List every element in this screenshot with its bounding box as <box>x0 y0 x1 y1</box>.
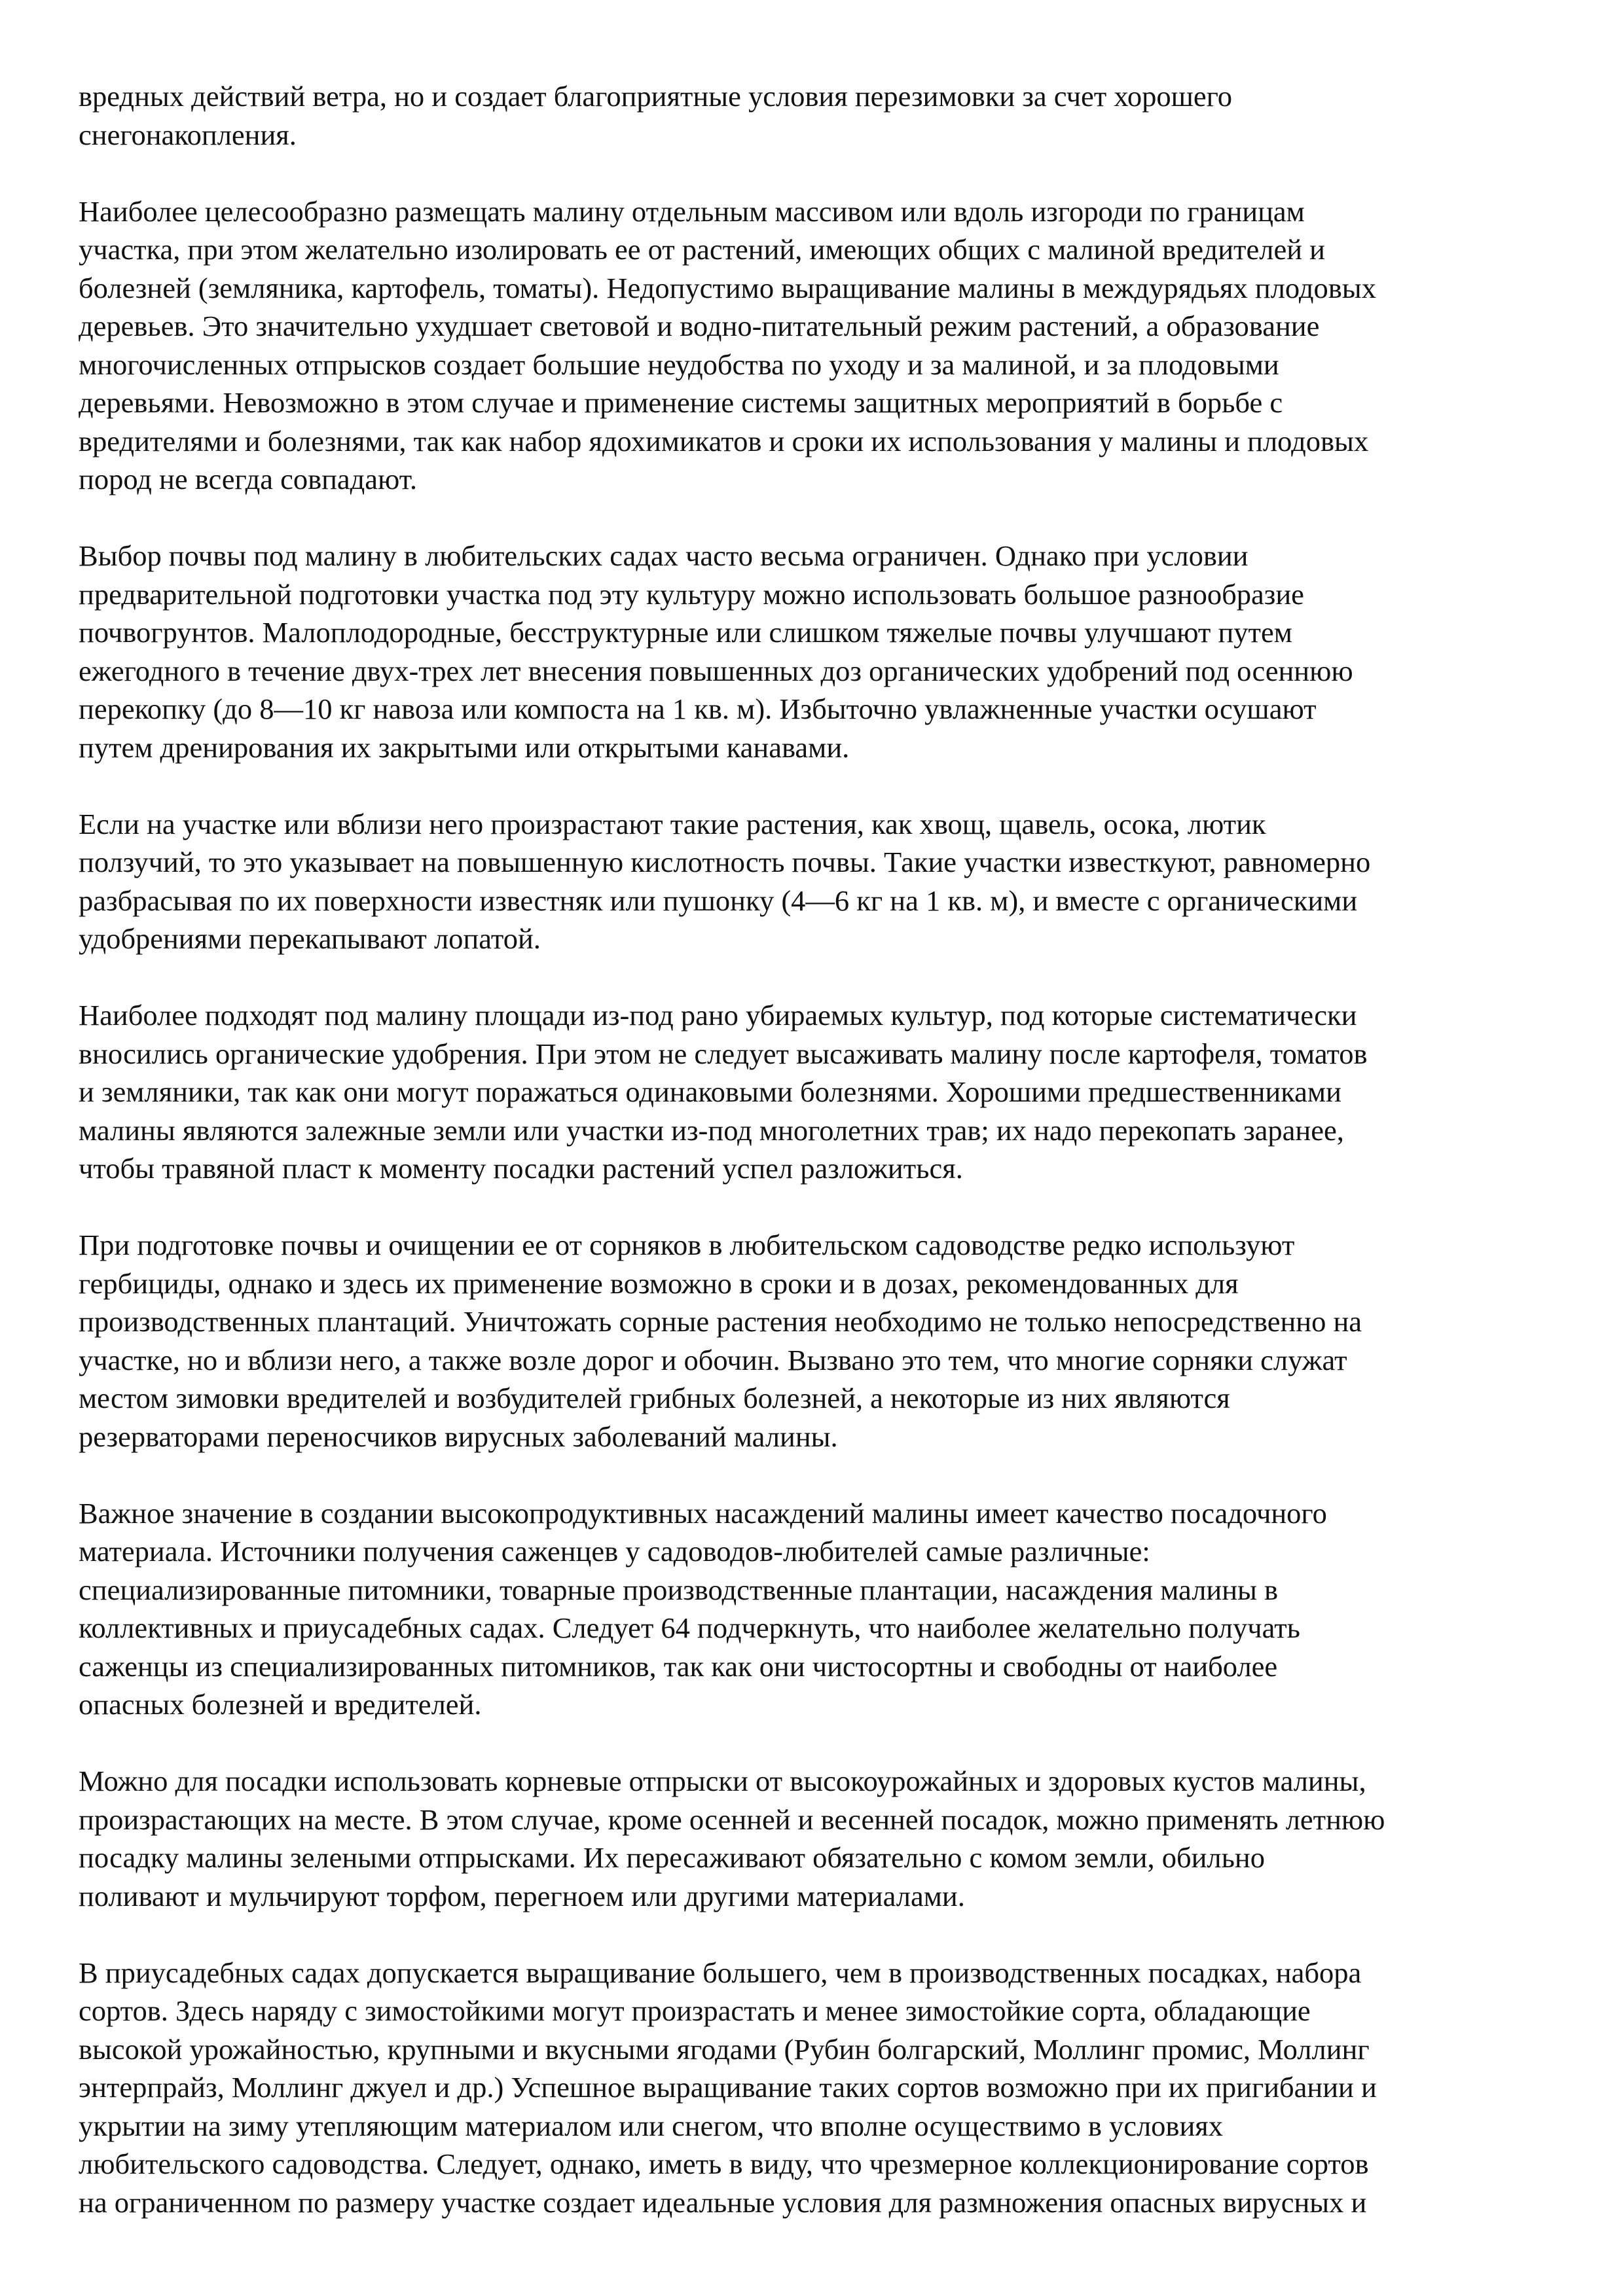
text-line: деревьев. Это значительно ухудшает световой и водно-питательный режим растений, а образование <box>79 310 1320 342</box>
text-line: снегонакопления. <box>79 118 297 151</box>
text-line: высокой урожайностью, крупными и вкусными ягодами (Рубин болгарский, Моллинг промис, Моллинг <box>79 2032 1370 2066</box>
text-line: В приусадебных садах допускается выращивание большего, чем в производственных посадках, набора <box>79 1956 1362 1989</box>
text-line: При подготовке почвы и очищении ее от сорняков в любительском садоводстве редко используют <box>79 1229 1295 1261</box>
text-line: материала. Источники получения саженцев у садоводов-любителей самые различные: <box>79 1535 1150 1568</box>
paragraph <box>79 537 1545 766</box>
text-line: Выбор почвы под малину в любительских садах часто весьма ограничен. Однако при условии <box>79 539 1249 572</box>
paragraph <box>79 1494 1545 1724</box>
text-line: Если на участке или вблизи него произрастают такие растения, как хвощ, щавель, осока, лютик <box>79 807 1266 840</box>
text-line: ползучий, то это указывает на повышенную кислотность почвы. Такие участки известкуют, равномерно <box>79 846 1371 878</box>
text-line: саженцы из специализированных питомников, так как они чистосортны и свободны от наиболее <box>79 1649 1278 1683</box>
text-line: на ограниченном по размеру участке создает идеальные условия для размножения опасных вирусных и <box>79 2185 1367 2219</box>
text-line: Можно для посадки использовать корневые отпрыски от высокоурожайных и здоровых кустов малины, <box>79 1765 1366 1797</box>
text-line: малины являются залежные земли или участки из-под многолетних трав; их надо перекопать заранее, <box>79 1113 1344 1147</box>
text-line: Наиболее подходят под малину площади из-под рано убираемых культур, под которые систематически <box>79 999 1357 1031</box>
text-line: чтобы травяной пласт к моменту посадки растений успел разложиться. <box>79 1152 963 1185</box>
text-line: предварительной подготовки участка под эту культуру можно использовать большое разнообразие <box>79 577 1304 611</box>
text-line: пород не всегда совпадают. <box>79 463 417 495</box>
text-line: и земляники, так как они могут поражаться одинаковыми болезнями. Хорошими предшественниками <box>79 1075 1341 1108</box>
paragraph <box>79 1226 1545 1456</box>
text-line: участке, но и вблизи него, а также возле дорог и обочин. Вызвано это тем, что многие сорняки служат <box>79 1343 1347 1376</box>
text-line: многочисленных отпрысков создает большие неудобства по уходу и за малиной, и за плодовыми <box>79 348 1279 381</box>
text-line: перекопку (до 8—10 кг навоза или компоста на 1 кв. м). Избыточно увлажненные участки осушают <box>79 692 1317 725</box>
text-line: путем дренирования их закрытыми или открытыми канавами. <box>79 730 850 764</box>
text-line: произрастающих на месте. В этом случае, кроме осенней и весенней посадок, можно применять летнюю <box>79 1803 1385 1836</box>
text-line: гербициды, однако и здесь их применение возможно в сроки и в дозах, рекомендованных для <box>79 1266 1239 1300</box>
text-line: разбрасывая по их поверхности известняк или пушонку (4—6 кг на 1 кв. м), и вместе с органическими <box>79 884 1358 917</box>
text-line: вредителями и болезнями, так как набор ядохимикатов и сроки их использования у малины и плодовых <box>79 424 1369 457</box>
paragraph <box>79 805 1545 958</box>
body-text <box>79 77 1545 2260</box>
paragraph <box>79 1762 1545 1915</box>
paragraph <box>79 996 1545 1188</box>
text-line: деревьями. Невозможно в этом случае и применение системы защитных мероприятий в борьбе с <box>79 386 1283 419</box>
text-line: вредных действий ветра, но и создает благоприятные условия перезимовки за счет хорошего <box>79 80 1233 113</box>
text-line: специализированные питомники, товарные производственные плантации, насаждения малины в <box>79 1573 1279 1606</box>
text-line: энтерпрайз, Моллинг джуел и др.) Успешное выращивание таких сортов возможно при их пригибании и <box>79 2071 1377 2104</box>
text-line: посадку малины зелеными отпрысками. Их пересаживают обязательно с комом земли, обильно <box>79 1841 1265 1874</box>
text-line: опасных болезней и вредителей. <box>79 1688 482 1721</box>
paragraph <box>79 192 1545 499</box>
text-line: поливают и мульчируют торфом, перегноем или другими материалами. <box>79 1879 965 1912</box>
text-line: почвогрунтов. Малоплодородные, бесструктурные или слишком тяжелые почвы улучшают путем <box>79 616 1292 649</box>
paragraph <box>79 77 1545 154</box>
text-line: Наиболее целесообразно размещать малину отдельным массивом или вдоль изгороди по границам <box>79 194 1305 228</box>
text-line: укрытии на зиму утепляющим материалом или снегом, что вполне осуществимо в условиях <box>79 2109 1223 2142</box>
text-line: производственных плантаций. Уничтожать сорные растения необходимо не только непосредственно на <box>79 1305 1362 1338</box>
text-line: любительского садоводства. Следует, однако, иметь в виду, что чрезмерное коллекционирование сортов <box>79 2147 1369 2180</box>
text-line: коллективных и приусадебных садах. Следует 64 подчеркнуть, что наиболее желательно получать <box>79 1611 1300 1644</box>
text-line: резерваторами переносчиков вирусных заболеваний малины. <box>79 1420 838 1453</box>
paragraph <box>79 1954 1545 2222</box>
text-line: сортов. Здесь наряду с зимостойкими могут произрастать и менее зимостойкие сорта, обладающие <box>79 1994 1311 2027</box>
text-line: болезней (земляника, картофель, томаты). Недопустимо выращивание малины в междурядьях плодовых <box>79 271 1376 304</box>
text-line: удобрениями перекапывают лопатой. <box>79 922 541 955</box>
text-line: ежегодного в течение двух-трех лет внесения повышенных доз органических удобрений под осеннюю <box>79 654 1353 687</box>
text-line: Важное значение в создании высокопродуктивных насаждений малины имеет качество посадочного <box>79 1496 1327 1530</box>
text-line: местом зимовки вредителей и возбудителей грибных болезней, а некоторые из них являются <box>79 1382 1230 1414</box>
text-line: вносились органические удобрения. При этом не следует высаживать малину после картофеля, томатов <box>79 1037 1368 1070</box>
text-line: участка, при этом желательно изолировать ее от растений, имеющих общих с малиной вредителей и <box>79 233 1325 266</box>
